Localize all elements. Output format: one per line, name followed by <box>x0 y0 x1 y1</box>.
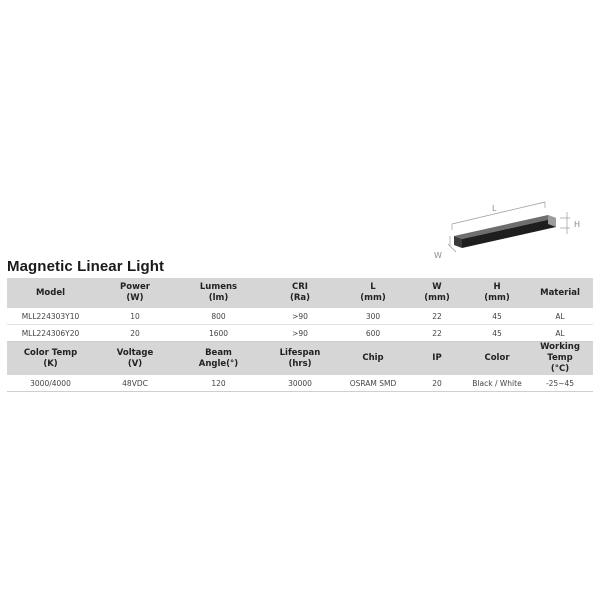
table-cell: 22 <box>407 308 467 325</box>
table-cell: 20 <box>94 325 176 342</box>
table-cell: 300 <box>339 308 407 325</box>
header-cell: Beam Angle(°) <box>176 342 261 376</box>
header-cell: Power (W) <box>94 278 176 308</box>
table-cell: 22 <box>407 325 467 342</box>
header-cell: Color Temp (K) <box>7 342 94 376</box>
table-cell: -25~45 <box>527 375 593 392</box>
table-cell: 45 <box>467 308 527 325</box>
width-label: W <box>434 251 442 260</box>
table-cell: 10 <box>94 308 176 325</box>
table-header-row <box>7 278 593 308</box>
height-label: H <box>574 220 581 229</box>
header-cell: L (mm) <box>339 278 407 308</box>
table-cell: 45 <box>467 325 527 342</box>
header-cell: H (mm) <box>467 278 527 308</box>
header-cell: CRI (Ra) <box>261 278 339 308</box>
spec-table <box>7 278 593 392</box>
table-cell: 600 <box>339 325 407 342</box>
table-cell: >90 <box>261 308 339 325</box>
table-cell: 30000 <box>261 375 339 392</box>
table-cell: 20 <box>407 375 467 392</box>
header-cell: Voltage (V) <box>94 342 176 376</box>
header-cell: Chip <box>339 342 407 376</box>
product-title: Magnetic Linear Light <box>7 258 165 275</box>
product-dimension-diagram <box>430 198 595 268</box>
table-cell: 800 <box>176 308 261 325</box>
table-cell: 48VDC <box>94 375 176 392</box>
header-cell: Lifespan (hrs) <box>261 342 339 376</box>
table-cell: MLL224306Y20 <box>7 325 94 342</box>
header-cell: Working Temp (°C) <box>527 342 593 376</box>
table-cell: Black / White <box>467 375 527 392</box>
table-cell: 1600 <box>176 325 261 342</box>
table-header-row <box>7 342 593 376</box>
header-cell: IP <box>407 342 467 376</box>
table-row <box>7 308 593 325</box>
table-cell: 3000/4000 <box>7 375 94 392</box>
table-cell: MLL224303Y10 <box>7 308 94 325</box>
length-label: L <box>492 204 497 213</box>
header-cell: Lumens (lm) <box>176 278 261 308</box>
table-cell: AL <box>527 325 593 342</box>
table-row <box>7 375 593 392</box>
header-cell: Model <box>7 278 94 308</box>
table-cell: 120 <box>176 375 261 392</box>
table-row <box>7 325 593 342</box>
header-cell: W (mm) <box>407 278 467 308</box>
header-cell: Color <box>467 342 527 376</box>
table-cell: OSRAM SMD <box>339 375 407 392</box>
header-cell: Material <box>527 278 593 308</box>
table-cell: >90 <box>261 325 339 342</box>
table-cell: AL <box>527 308 593 325</box>
